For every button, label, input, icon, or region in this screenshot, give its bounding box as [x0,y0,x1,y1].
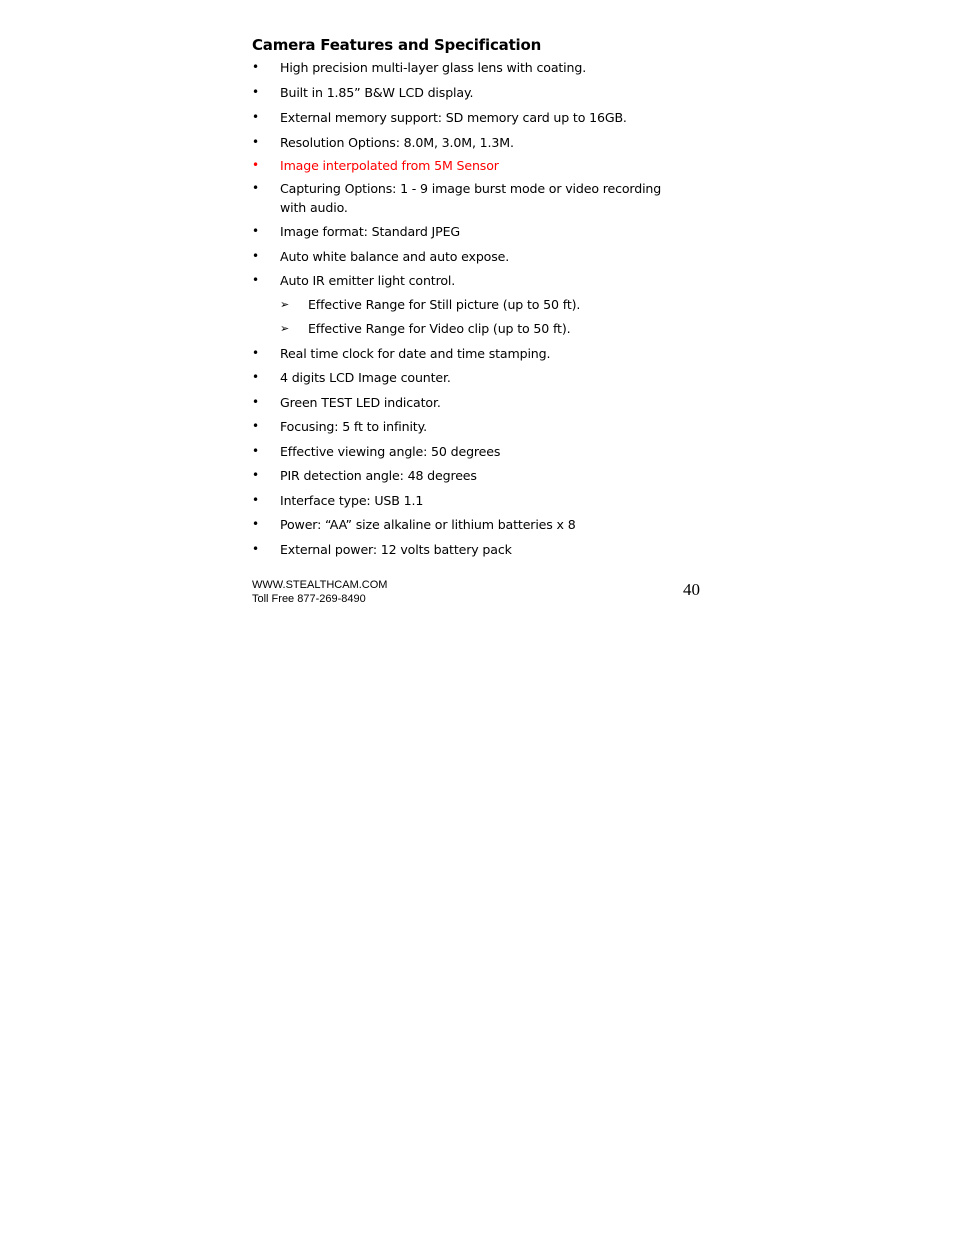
spec-list [252,58,702,559]
list-item [252,417,702,436]
list-item [252,179,702,217]
bullet-icon: • [252,181,259,195]
sub-list-item-text: Effective Range for Still picture (up to 50 ft). [308,297,581,312]
list-item-text: PIR detection angle: 48 degrees [280,468,477,483]
sub-list-item [252,295,702,314]
bullet-icon: • [252,468,259,482]
list-item [252,491,702,510]
bullet-icon: • [252,542,259,556]
list-item-text: Auto white balance and auto expose. [280,249,510,264]
page-number: 40 [683,580,700,599]
arrow-bullet-icon: ➢ [280,322,290,335]
bullet-icon: • [252,273,259,287]
page-footer [252,578,387,606]
bullet-icon: • [252,224,259,238]
sub-list-item-text: Effective Range for Video clip (up to 50 ft). [308,321,571,336]
list-item-highlight [252,156,702,175]
list-item [252,344,702,363]
footer-website: WWW.STEALTHCAM.COM [252,579,388,591]
page-content [252,34,702,559]
footer-phone: Toll Free 877-269-8490 [252,593,366,605]
section-heading: Camera Features and Specification [252,36,542,54]
list-item [252,393,702,412]
list-item [252,133,702,152]
bullet-icon: • [252,517,259,531]
bullet-icon: • [252,444,259,458]
list-item-text: Focusing: 5 ft to infinity. [280,419,427,434]
bullet-icon: • [252,493,259,507]
bullet-icon: • [252,85,259,99]
sub-list [252,295,702,338]
sub-list-item [252,319,702,338]
list-item [252,515,702,534]
bullet-icon: • [252,346,259,360]
list-item [252,222,702,241]
list-item [252,58,702,77]
bullet-icon: • [252,249,259,263]
list-item-text: 4 digits LCD Image counter. [280,370,451,385]
list-item [252,247,702,266]
bullet-icon: • [252,60,259,74]
list-item-text: Green TEST LED indicator. [280,395,441,410]
list-item [252,540,702,559]
list-item [252,83,702,102]
bullet-icon: • [252,419,259,433]
list-item-text: External power: 12 volts battery pack [280,542,512,557]
list-item [252,466,702,485]
list-item-text: High precision multi-layer glass lens with coating. [280,60,587,75]
list-item [252,368,702,387]
list-item-text: Resolution Options: 8.0M, 3.0M, 1.3M. [280,135,514,150]
arrow-bullet-icon: ➢ [280,298,290,311]
list-item-text: Interface type: USB 1.1 [280,493,424,508]
bullet-icon: • [252,110,259,124]
list-item [252,271,702,338]
list-item-text: Image format: Standard JPEG [280,224,460,239]
list-item-text: Image interpolated from 5M Sensor [280,158,499,173]
list-item-text: External memory support: SD memory card up to 16GB. [280,110,627,125]
bullet-icon: • [252,370,259,384]
list-item-text: Auto IR emitter light control. [280,273,456,288]
list-item-text: Real time clock for date and time stamping. [280,346,551,361]
list-item-text: Built in 1.85” B&W LCD display. [280,85,474,100]
list-item [252,442,702,461]
list-item-text: Capturing Options: 1 - 9 image burst mode or video recording with audio. [280,181,662,215]
bullet-icon: • [252,135,259,149]
list-item [252,108,702,127]
bullet-icon: • [252,395,259,409]
list-item-text: Effective viewing angle: 50 degrees [280,444,501,459]
list-item-text: Power: “AA” size alkaline or lithium batteries x 8 [280,517,576,532]
bullet-icon: • [252,158,259,172]
